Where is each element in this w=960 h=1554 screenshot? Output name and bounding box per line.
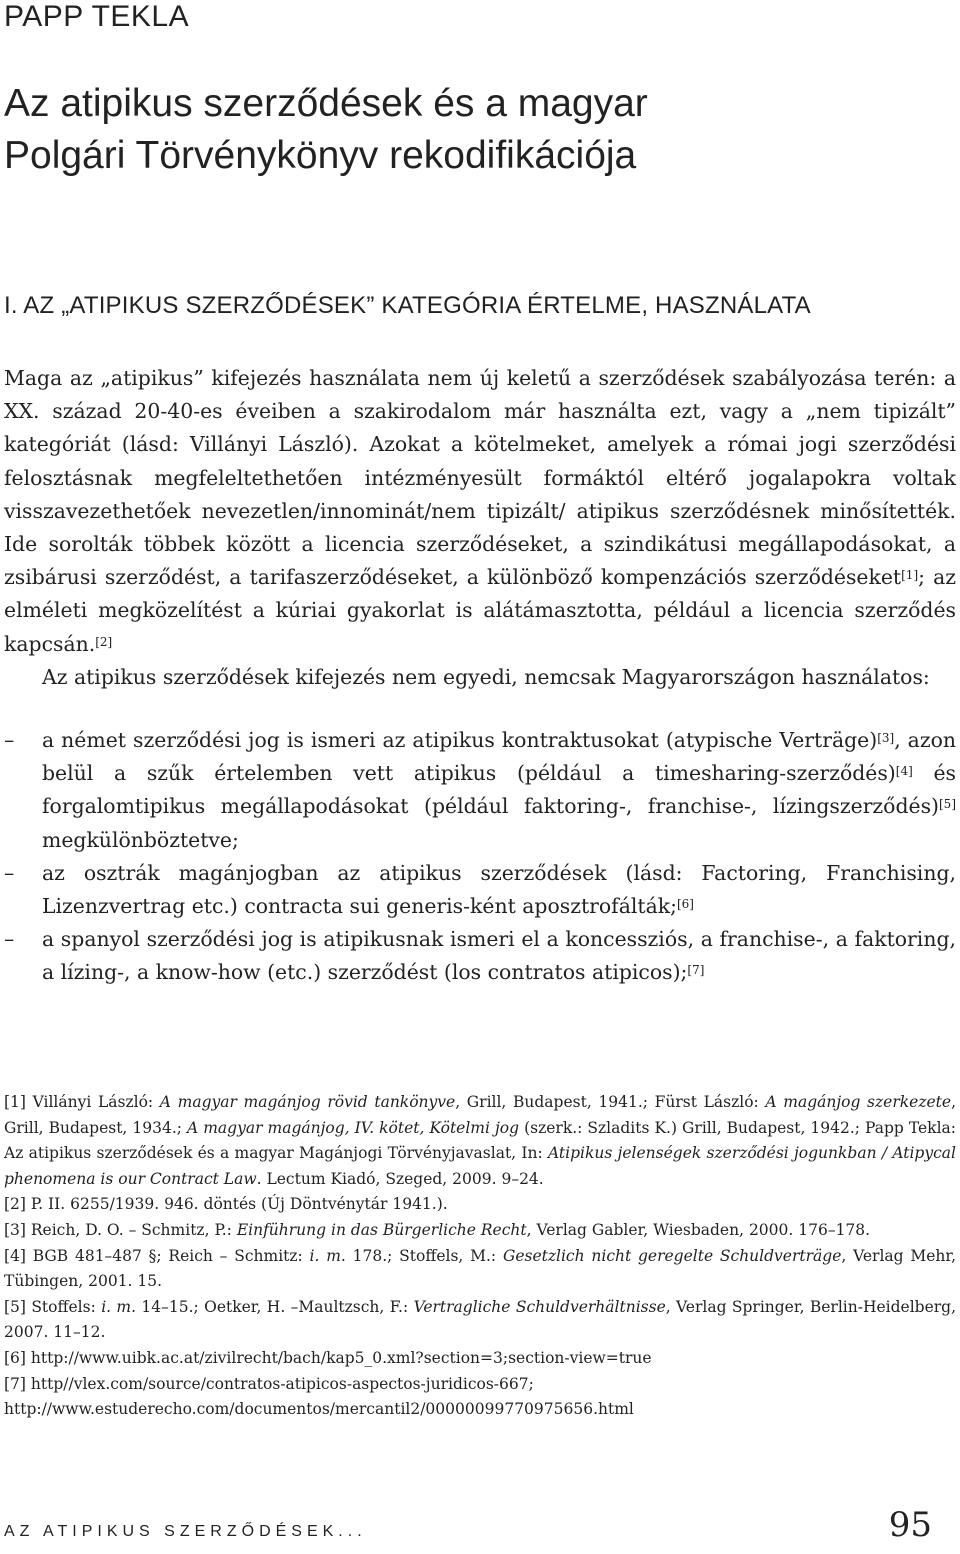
footnote-1: [1] Villányi László: A magyar magánjog rövid tankönyve, Grill, Budapest, 1941.; Fürst László: A magánjog szerkezete, Grill, Budapest, 1934.; A magyar magánjog, IV. kötet, Kötelmi jog (szerk.: Szladits K.) Grill, Budapest, 1942.; Papp Tekla: Az atipikus szerződések és a magyar Magánjogi Törvényjavaslat, In: Atipikus jelenségek szerződési jogunkban / Atipycal phenomena is our Contract Law. Lectum Kiadó, Szeged, 2009. 9–24. (4, 1093, 956, 1188)
list-item: – a spanyol szerződési jog is atipikusnak ismeri el a koncessziós, a franchise-, a faktoring, a lízing-, a know-how (etc.) szerződést (los contratos atipicos);[7] (4, 923, 956, 989)
title-line-2: Polgári Törvénykönyv rekodifikációja (4, 134, 637, 177)
dash-bullet: – (4, 728, 15, 753)
section-heading: I. AZ „ATIPIKUS SZERZŐDÉSEK” KATEGÓRIA ÉRTELME, HASZNÁLATA (4, 292, 811, 319)
dash-bullet: – (4, 927, 15, 952)
body-text (4, 362, 956, 990)
footnote-5: [5] Stoffels: i. m. 14–15.; Oetker, H. –Maultzsch, F.: Vertragliche Schuldverhältnisse, Verlag Springer, Berlin-Heidelberg, 2007. 11–12. (4, 1297, 957, 1342)
footnote-3: [3] Reich, D. O. – Schmitz, P.: Einführung in das Bürgerliche Recht, Verlag Gabler, Wiesbaden, 2000. 176–178. (4, 1220, 871, 1239)
footnote-ref-7[interactable]: [7] (687, 963, 705, 978)
dash-list (4, 724, 956, 990)
list-item: – a német szerződési jog is ismeri az atipikus kontraktusokat (atypische Verträge)[3], azon belül a szűk értelemben vett atipikus (például a timesharing-szerződés)[4] és forgalomtipikus megállapodásokat (például faktoring-, franchise-, lízingszerződés)[5] megkülönböztetve; (4, 724, 956, 857)
author-name: PAPP TEKLA (4, 0, 190, 33)
footnote-7[interactable]: [7] http//vlex.com/source/contratos-atipicos-aspectos-juridicos-667; (4, 1374, 534, 1393)
dash-bullet: – (4, 860, 15, 885)
footnotes (4, 1090, 956, 1423)
footnote-ref-6[interactable]: [6] (676, 897, 694, 912)
footnote-4: [4] BGB 481–487 §; Reich – Schmitz: i. m. 178.; Stoffels, M.: Gesetzlich nicht geregelte Schuldverträge, Verlag Mehr, Tübingen, 2001. 15. (4, 1246, 957, 1291)
footnote-6[interactable]: [6] http://www.uibk.ac.at/zivilrecht/bach/kap5_0.xml?section=3;section-view=true (4, 1348, 652, 1367)
footnote-ref-3[interactable]: [3] (877, 731, 895, 746)
paragraph-2: Az atipikus szerződések kifejezés nem egyedi, nemcsak Magyarországon használatos: (42, 664, 930, 689)
footnote-ref-4[interactable]: [4] (895, 764, 913, 779)
article-title (4, 78, 954, 182)
footnote-ref-1[interactable]: [1] (901, 568, 919, 583)
list-item: – az osztrák magánjogban az atipikus szerződések (lásd: Factoring, Franchising, Lizenzvertrag etc.) contracta sui generis-ként aposztrofálták;[6] (4, 857, 956, 923)
footnote-7-url[interactable]: http://www.estuderecho.com/documentos/mercantil2/00000099770975656.html (4, 1400, 634, 1419)
page-number: 95 (888, 1505, 932, 1545)
running-title: AZ ATIPIKUS SZERZŐDÉSEK... (4, 1523, 367, 1540)
footnote-ref-2[interactable]: [2] (95, 634, 113, 649)
title-line-1: Az atipikus szerződések és a magyar (4, 82, 648, 125)
paragraph-1: Maga az „atipikus” kifejezés használata nem új keletű a szerződések szabályozása terén: a XX. század 20-40-es éveiben a szakirodalom már használta ezt, vagy a „nem tipizált” kategóriát (lásd: Villányi László). Azokat a kötelmeket, amelyek a római jogi szerződési felosztásnak megfeleltethetően intézményesült formáktól eltérő jogalapokra voltak visszavezethetőek nevezetlen/innominát/nem tipizált/ atipikus szerződésnek minősítették. Ide sorolták többek között a licencia szerződéseket, a szindikátusi megállapodásokat, a zsibárusi szerződést, a tarifaszerződéseket, a különböző kompenzációs szerződéseket[1]; az elméleti megközelítést a kúriai gyakorlat is alátámasztotta, például a licencia szerződés kapcsán.[2] (4, 366, 956, 656)
footnote-2: [2] P. II. 6255/1939. 946. döntés (Új Döntvénytár 1941.). (4, 1195, 448, 1214)
footnote-ref-5[interactable]: [5] (939, 797, 956, 812)
